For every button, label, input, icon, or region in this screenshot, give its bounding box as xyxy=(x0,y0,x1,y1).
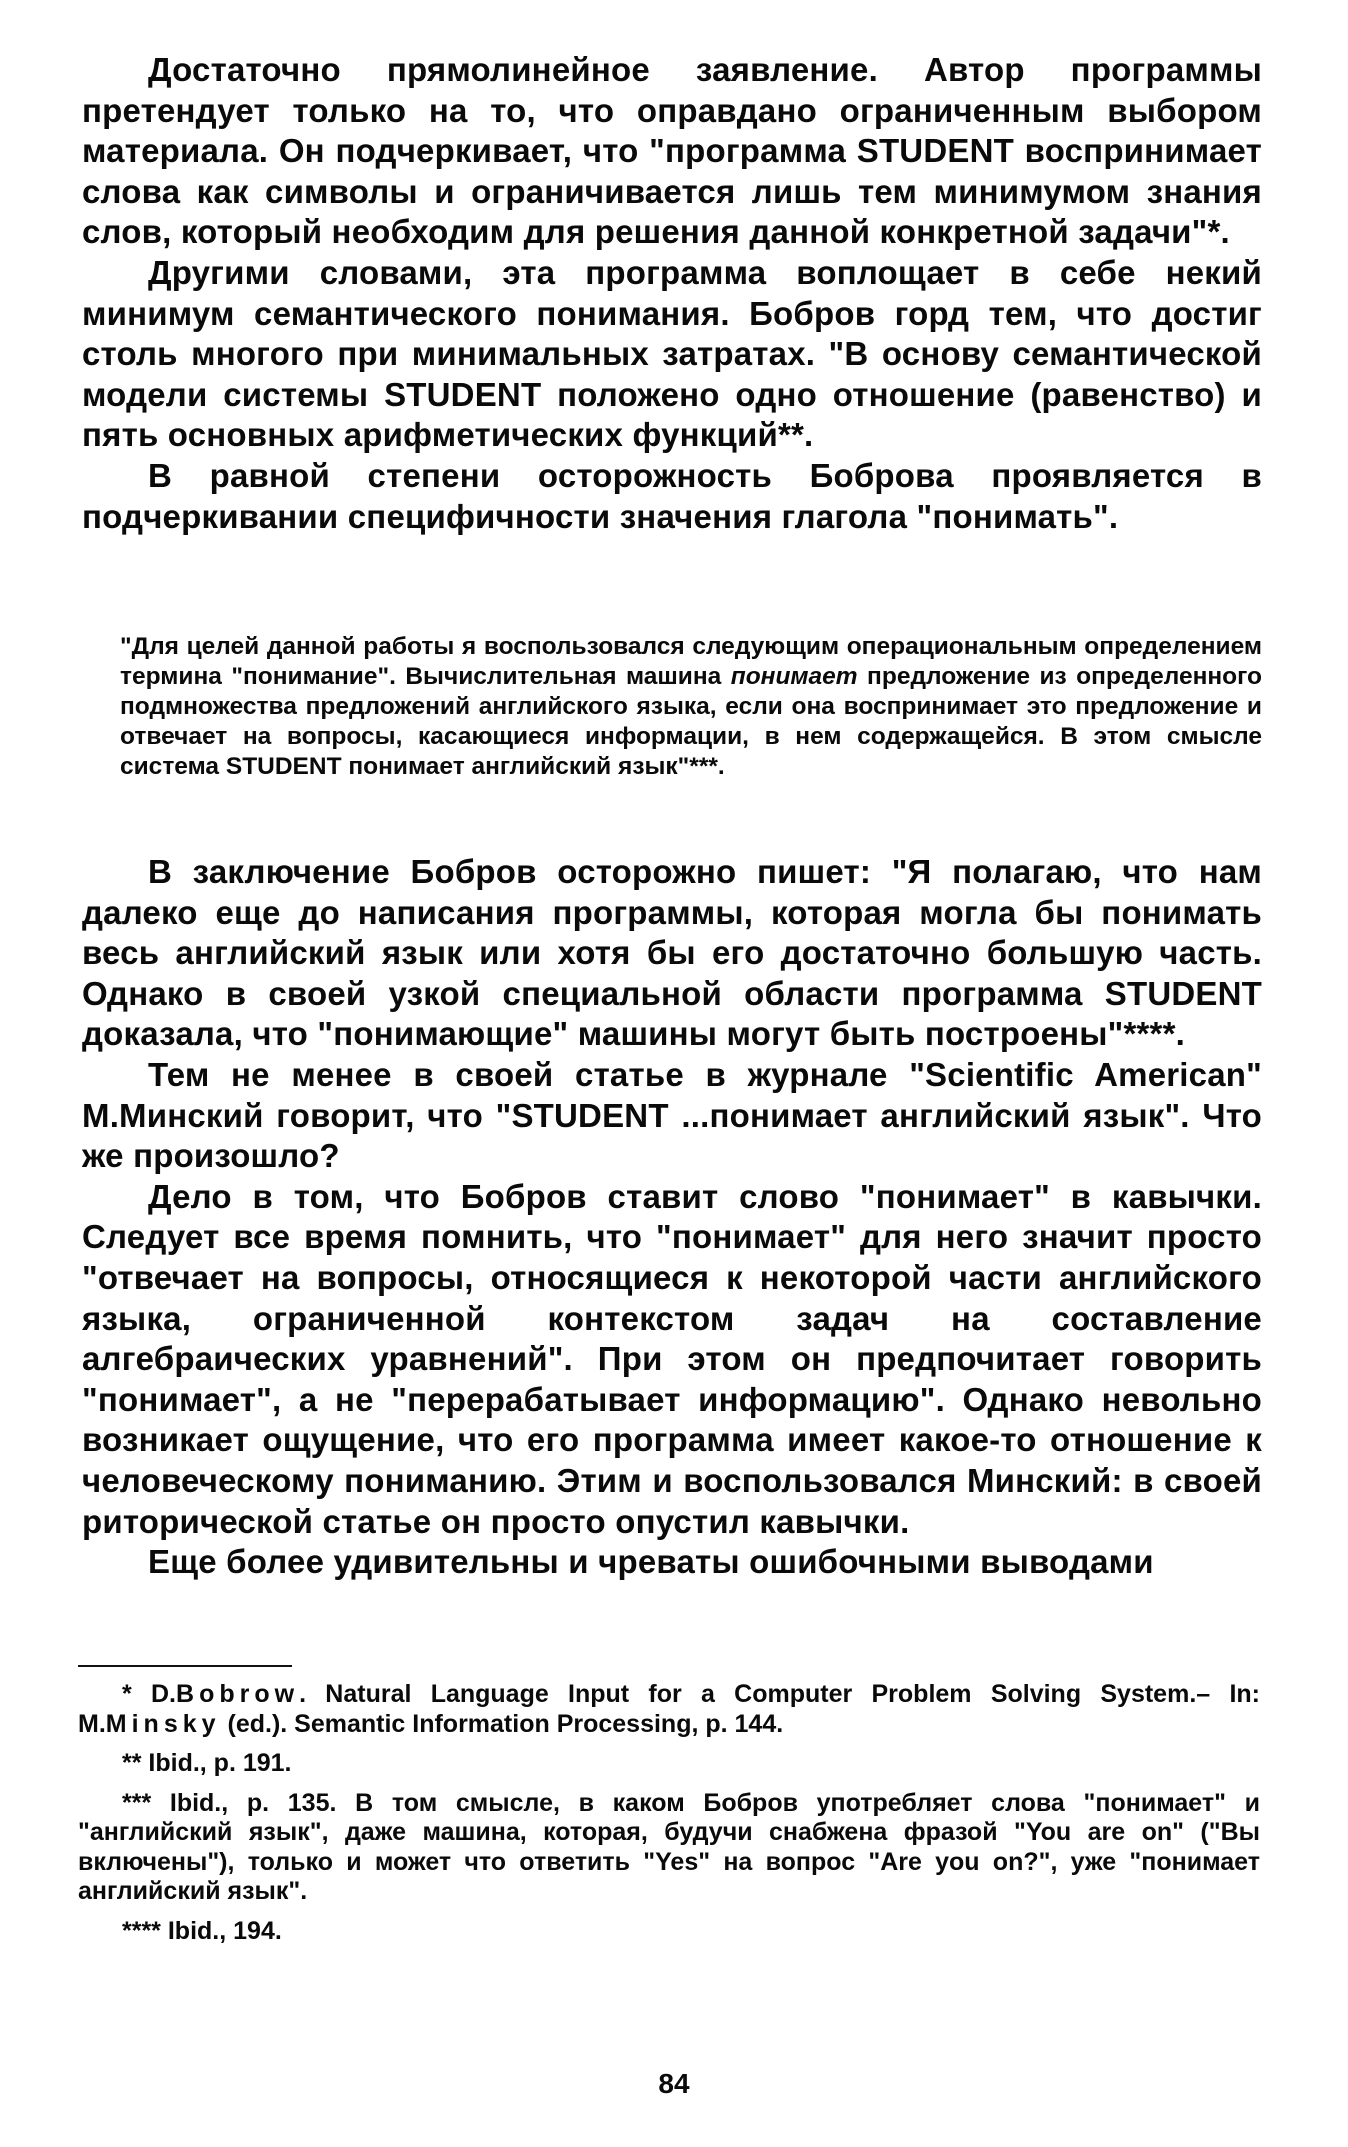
paragraphs-bottom xyxy=(82,852,1262,1583)
page-number: 84 xyxy=(658,2068,690,2099)
footnote-3: *** Ibid., p. 135. В том смысле, в каком Бобров употребляет слова "понимает" и "английский язык", даже машина, которая, будучи снабжена фразой "You are on" ("Вы включены"), только и может что ответить "Yes" на вопрос "Are you on?", уже "понимает английский язык". xyxy=(78,1788,1260,1905)
footnote-1-editor: Minsky xyxy=(105,1709,221,1738)
footnotes xyxy=(78,1680,1260,1956)
footnote-4: **** Ibid., 194. xyxy=(122,1916,282,1945)
paragraph-5: Тем не менее в своей статье в журнале "Scientific American" М.Минский говорит, что "STUDENT ...понимает английский язык". Что же произошло? xyxy=(82,1055,1262,1175)
footnote-divider xyxy=(78,1665,292,1667)
quote-text xyxy=(120,632,1262,782)
paragraph-3: В равной степени осторожность Боброва проявляется в подчеркивании специфичности значения глагола "понимать". xyxy=(82,456,1262,535)
footnote-1-source: (ed.). Semantic Information Processing, p. 144. xyxy=(220,1709,784,1738)
footnote-1 xyxy=(78,1680,1260,1739)
quote-part-2: предложение из определенного подмножества предложений английского языка, если она воспринимает это предложение и отвечает на вопросы, касающиеся информации, в нем содержащейся. В этом смысле система STUDENT понимает английский язык"***. xyxy=(120,663,1262,780)
footnote-2: ** Ibid., p. 191. xyxy=(122,1749,292,1777)
quote-emphasis: понимает xyxy=(730,663,858,690)
paragraphs-top xyxy=(82,50,1262,537)
paragraph-6: Дело в том, что Бобров ставит слово "понимает" в кавычки. Следует все время помнить, что "понимает" для него значит просто "отвечает на вопросы, относящиеся к некоторой части английского языка, ограниченной контекстом задач на составление алгебраических уравнений". При этом он предпочитает говорить "понимает", а не "перерабатывает информацию". Однако невольно возникает ощущение, что его программа имеет какое-то отношение к человеческому пониманию. Этим и воспользовался Минский: в своей риторической статье он просто опустил кавычки. xyxy=(82,1177,1262,1540)
paragraph-2: Другими словами, эта программа воплощает в себе некий минимум семантического понимания. Бобров горд тем, что достиг столь многого при минимальных затратах. "В основу семантической модели системы STUDENT положено одно отношение (равенство) и пять основных арифметических функций**. xyxy=(82,253,1262,454)
footnote-1-title: . Natural Language Input for a Computer Problem Solving System.– In: M. xyxy=(78,1680,1260,1738)
paragraph-4: В заключение Бобров осторожно пишет: "Я полагаю, что нам далеко еще до написания программы, которая могла бы понимать весь английский язык или хотя бы его достаточно большую часть. Однако в своей узкой специальной области программа STUDENT доказала, что "понимающие" машины могут быть построены"****. xyxy=(82,853,1262,1053)
paragraph-1: Достаточно прямолинейное заявление. Автор программы претендует только на то, что оправдано ограниченным выбором материала. Он подчеркивает, что "программа STUDENT воспринимает слова как символы и ограничивается лишь тем минимумом знания слов, который необходим для решения данной конкретной задачи"*. xyxy=(82,51,1262,251)
quote-part-1: "Для целей данной работы я воспользовался следующим операциональным определением термина "понимание". Вычислительная машина xyxy=(120,633,1262,690)
paragraph-7: Еще более удивительны и чреваты ошибочными выводами xyxy=(148,1543,1154,1581)
footnote-1-mark: * D. xyxy=(122,1680,177,1708)
footnote-1-author: Bobrow xyxy=(176,1680,300,1708)
block-quote xyxy=(120,632,1262,782)
